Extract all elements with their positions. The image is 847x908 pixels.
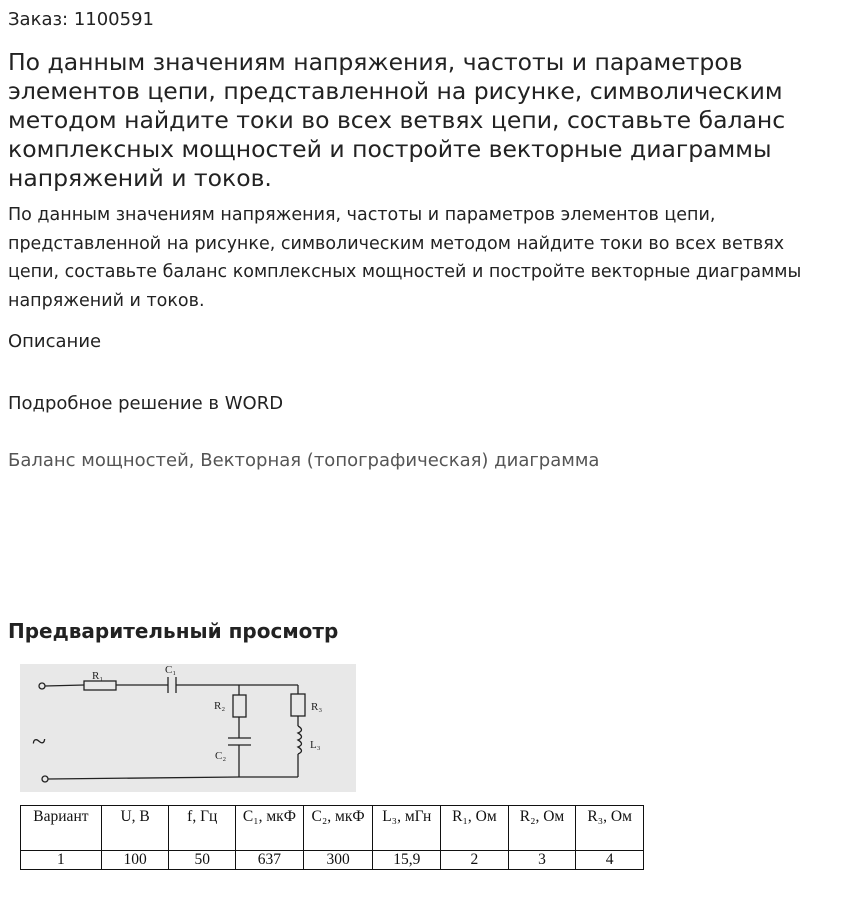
label-r2: R₂ [214, 700, 226, 712]
task-title: По данным значениям напряжения, частоты и параметров элементов цепи, представленной на рисунке, символическим методом найдите токи во всех ветвях цепи, составьте баланс комплексных мощностей и постройте векторные диаграммы напряжений и токов. [8, 48, 786, 192]
description-label: Описание [8, 331, 102, 352]
label-r3: R₃ [311, 701, 323, 713]
task-description: По данным значениям напряжения, частоты и параметров элементов цепи, представленной на рисунке, символическим методом найдите токи во всех ветвях цепи, составьте баланс комплексных мощностей и постройте векторные диаграммы напряжений и токов. [8, 205, 802, 311]
label-c2: C₂ [215, 750, 227, 762]
table-cell: 3 [508, 851, 576, 870]
table-header-cell: Вариант [21, 806, 102, 851]
preview-image [18, 664, 644, 876]
label-r1: R₁ [92, 670, 104, 682]
table-cell: 100 [101, 851, 169, 870]
table-header-row [21, 806, 644, 851]
table-header-cell: L₃, мГн [373, 806, 441, 851]
solution-format: Подробное решение в WORD [8, 393, 284, 414]
label-c1: C₁ [165, 664, 177, 676]
table-cell: 300 [303, 851, 373, 870]
table-header-cell: C₂, мкФ [303, 806, 373, 851]
table-header-cell: R₂, Ом [508, 806, 576, 851]
preview-title: Предварительный просмотр [8, 619, 339, 643]
label-l3: L₃ [310, 739, 321, 751]
table-cell: 1 [21, 851, 102, 870]
table-header-cell: R₃, Ом [576, 806, 644, 851]
table-header-cell: R₁, Ом [441, 806, 509, 851]
parameters-table [20, 805, 644, 870]
circuit-diagram [20, 664, 356, 792]
table-row [21, 851, 644, 870]
table-header-cell: f, Гц [169, 806, 236, 851]
table-cell: 50 [169, 851, 236, 870]
tags: Баланс мощностей, Векторная (топографическая) диаграмма [8, 450, 600, 471]
table-cell: 637 [236, 851, 304, 870]
table-cell: 15,9 [373, 851, 441, 870]
table-cell: 2 [441, 851, 509, 870]
table-header-cell: U, В [101, 806, 169, 851]
ac-source-icon: ~ [32, 727, 47, 756]
table-header-cell: C₁, мкФ [236, 806, 304, 851]
order-number: Заказ: 1100591 [8, 9, 154, 30]
table-cell: 4 [576, 851, 644, 870]
